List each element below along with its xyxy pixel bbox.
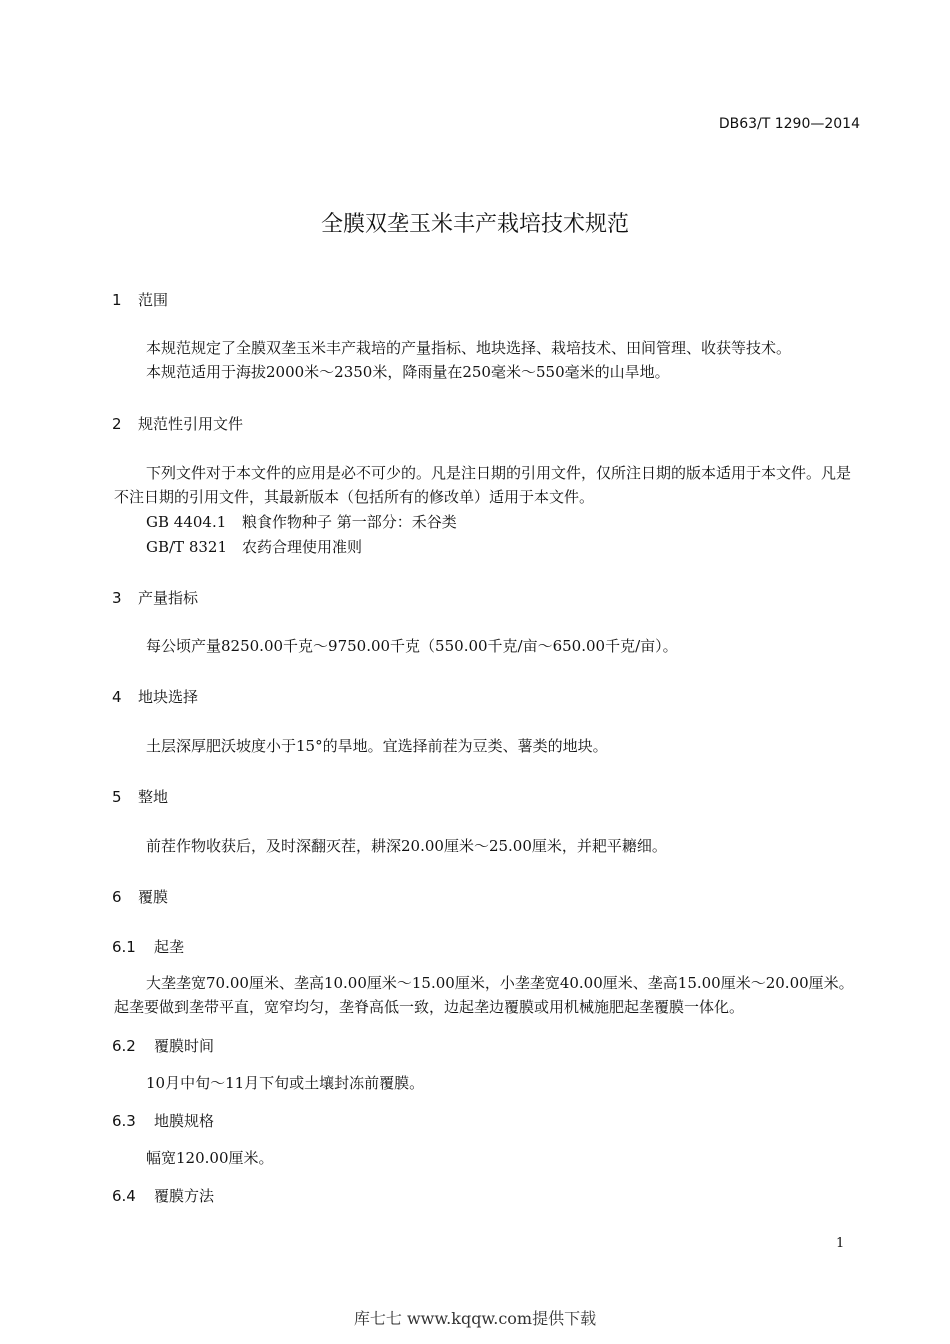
section-4-heading <box>112 686 198 707</box>
reference-code: GB 4404.1 <box>146 513 227 531</box>
section-number: 5 <box>112 788 122 806</box>
subsection-title: 起垄 <box>154 938 185 956</box>
section-number: 4 <box>112 688 122 706</box>
reference-name: 农药合理使用准则 <box>242 538 363 556</box>
reference-item <box>146 510 457 534</box>
section-3-paragraph-1: 每公顷产量8250.00千克～9750.00千克（550.00千克/亩～650.00千克/亩）。 <box>146 637 678 655</box>
reference-code: GB/T 8321 <box>146 538 228 556</box>
subsection-number: 6.4 <box>112 1187 136 1205</box>
section-title: 范围 <box>138 291 169 309</box>
section-5-heading <box>112 786 168 807</box>
section-2-heading <box>112 413 243 434</box>
subsection-6-1-heading <box>112 936 184 957</box>
subsection-6-1-paragraph: 大垄垄宽70.00厘米、垄高10.00厘米～15.00厘米，小垄垄宽40.00厘米、垄高15.00厘米～20.00厘米。起垄要做到垄带平直，宽窄均匀，垄脊高低一致，边起垄边覆膜或用机械施肥起垄覆膜一体化。 <box>114 974 854 1016</box>
page-number: 1 <box>836 1236 845 1251</box>
section-5-paragraph-1: 前茬作物收获后，及时深翻灭茬，耕深20.00厘米～25.00厘米，并耙平耱细。 <box>146 837 667 855</box>
standard-code: DB63/T 1290—2014 <box>718 116 860 132</box>
subsection-number: 6.3 <box>112 1112 136 1130</box>
section-number: 3 <box>112 589 122 607</box>
section-number: 1 <box>112 291 122 309</box>
document-title: 全膜双垄玉米丰产栽培技术规范 <box>320 212 629 237</box>
section-title: 覆膜 <box>138 888 169 906</box>
subsection-6-3-paragraph: 幅宽120.00厘米。 <box>146 1149 274 1167</box>
subsection-number: 6.2 <box>112 1037 136 1055</box>
section-6-heading <box>112 886 168 907</box>
reference-name: 粮食作物种子 第一部分：禾谷类 <box>242 513 457 531</box>
section-title: 产量指标 <box>138 589 199 607</box>
section-number: 2 <box>112 415 122 433</box>
subsection-title: 地膜规格 <box>154 1112 215 1130</box>
subsection-6-3-heading <box>112 1110 214 1131</box>
section-title: 地块选择 <box>138 688 199 706</box>
subsection-number: 6.1 <box>112 938 136 956</box>
footer-watermark: 库七七 www.kqqw.com提供下载 <box>353 1309 597 1328</box>
subsection-6-2-heading <box>112 1035 214 1056</box>
subsection-title: 覆膜方法 <box>154 1187 215 1205</box>
section-4-paragraph-1: 土层深厚肥沃坡度小于15°的旱地。宜选择前茬为豆类、薯类的地块。 <box>146 737 608 755</box>
section-1-heading <box>112 289 168 310</box>
section-1-paragraph-2: 本规范适用于海拔2000米～2350米，降雨量在250毫米～550毫米的山旱地。 <box>146 363 670 381</box>
section-title: 整地 <box>138 788 169 806</box>
subsection-6-4-heading <box>112 1185 214 1206</box>
section-number: 6 <box>112 888 122 906</box>
reference-item <box>146 535 362 559</box>
section-1-paragraph-1: 本规范规定了全膜双垄玉米丰产栽培的产量指标、地块选择、栽培技术、田间管理、收获等技术。 <box>146 339 792 357</box>
section-title: 规范性引用文件 <box>138 415 244 433</box>
subsection-6-2-paragraph: 10月中旬～11月下旬或土壤封冻前覆膜。 <box>146 1074 425 1092</box>
section-3-heading <box>112 587 198 608</box>
subsection-title: 覆膜时间 <box>154 1037 215 1055</box>
section-2-paragraph-1: 下列文件对于本文件的应用是必不可少的。凡是注日期的引用文件，仅所注日期的版本适用于本文件。凡是不注日期的引用文件，其最新版本（包括所有的修改单）适用于本文件。 <box>114 464 852 506</box>
